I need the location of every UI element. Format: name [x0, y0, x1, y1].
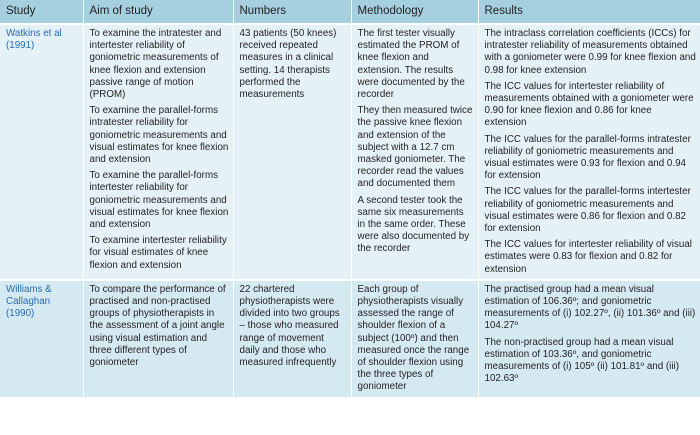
methodology-text: A second tester took the same six measurements in the same order. These were also documented by the recorder [357, 194, 470, 255]
aim-cell [83, 24, 233, 280]
table-row [0, 24, 700, 280]
results-cell [478, 24, 700, 280]
aim-text: To examine the parallel-forms intertester reliability for goniometric measurements and visual estimates for knee flexion and extension [89, 170, 229, 231]
results-cell [478, 280, 700, 397]
results-text: The intraclass correlation coefficients (ICCs) for intratester reliability of measurements obtained with a goniometer were 0.99 for knee flexion and 0.98 for knee extension [484, 28, 696, 76]
results-text: The ICC values for intertester reliability of visual estimates were 0.83 for flexion and 0.82 for extension [484, 239, 692, 275]
methodology-cell [351, 280, 478, 397]
study-name: Watkins et al (1991) [6, 28, 62, 52]
study-name: Williams & Callaghan (1990) [6, 283, 52, 320]
column-header-study: Study [0, 0, 83, 24]
methodology-text: Each group of physiotherapists visually assessed the range of shoulder flexion of a subject (100º) and then measured once the range of shoulder flexion using the three types of goniometer [357, 283, 470, 393]
numbers-text: 43 patients (50 knees) received repeated measures in a clinical setting. 14 therapists performed the measurements [239, 28, 337, 101]
results-text: The ICC values for intertester reliability of measurements obtained with a goniometer were 0.90 for knee flexion and 0.86 for knee extension [484, 80, 694, 129]
column-header-results: Results [484, 5, 523, 17]
table-header-row [0, 0, 700, 24]
methodology-text: The first tester visually estimated the PROM of knee flexion and extension. The results were documented by the recorder [357, 28, 465, 101]
numbers-text: 22 chartered physiotherapists were divided into two groups – those who measured range of movement daily and those who measured infrequently [239, 283, 340, 369]
aim-text: To examine the intratester and intertester reliability of goniometric measurements of knee flexion and extension passive range of motion (PROM) [89, 28, 222, 101]
aim-cell [83, 280, 233, 397]
study-cell [0, 24, 83, 280]
results-text: The practised group had a mean visual estimation of 106.36º; and goniometric measurements of (i) 102.27º, (ii) 101.36º and (iii) 104.27º [484, 283, 696, 332]
column-header-methodology: Methodology [351, 0, 478, 24]
aim-text: To compare the performance of practised and non-practised groups of physiotherapists in the assessment of a joint angle using visual estimation and three different types of goniometer [89, 283, 226, 369]
study-cell [0, 280, 83, 397]
aim-text: To examine the parallel-forms intratester reliability for goniometric measurements and visual estimates for knee flexion and extension [89, 105, 229, 166]
numbers-cell [233, 280, 351, 397]
aim-text: To examine intertester reliability for visual estimates of knee flexion and extension [89, 235, 227, 271]
results-text: The ICC values for the parallel-forms intratester reliability of goniometric measurements and visual estimates were 0.93 for flexion and 0.94 for extension [484, 133, 691, 182]
results-text: The non-practised group had a mean visual estimation of 103.36º, and goniometric measurements of (i) 105º (ii) 101.81º and (iii) 102.63º [484, 336, 679, 385]
methodology-cell [351, 24, 478, 280]
numbers-cell [233, 24, 351, 280]
column-header-numbers: Numbers [233, 0, 351, 24]
results-text: The ICC values for the parallel-forms intertester reliability of goniometric measurements and visual estimates were 0.86 for flexion and 0.82 for extension [484, 186, 691, 235]
table-row [0, 280, 700, 397]
column-header-aim: Aim of study [83, 0, 233, 24]
methodology-text: They then measured twice the passive knee flexion and extension of the subject with a 12.7 cm masked goniometer. The recorder read the values and documented them [357, 105, 473, 190]
